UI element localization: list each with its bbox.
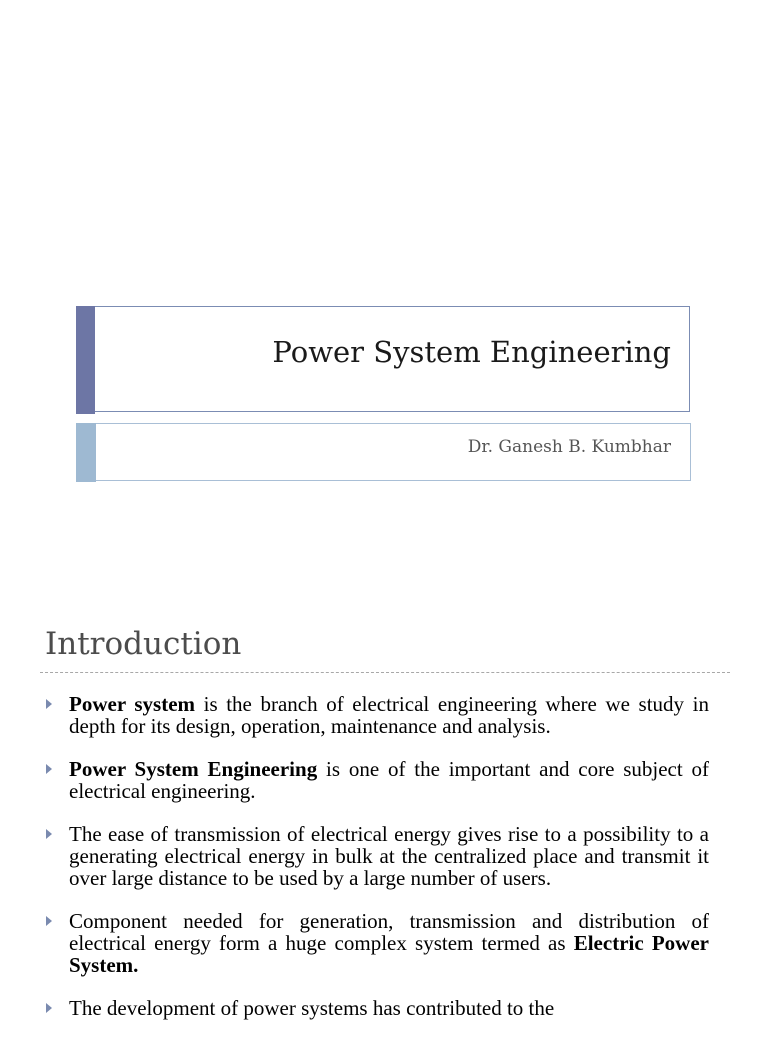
bullet-item xyxy=(44,910,709,976)
title-box xyxy=(76,306,690,412)
triangle-bullet-icon xyxy=(46,1003,52,1013)
triangle-bullet-icon xyxy=(46,829,52,839)
triangle-bullet-icon xyxy=(46,699,52,709)
bullet-bold-term: Electric Power System. xyxy=(69,931,709,977)
triangle-bullet-icon xyxy=(46,764,52,774)
bullet-text: The development of power systems has contributed to the xyxy=(69,996,555,1020)
bullet-bold-term: Power system xyxy=(69,692,196,716)
bullet-bold-term: Power System Engineering xyxy=(69,757,318,781)
bullet-list xyxy=(44,693,709,1040)
title-accent-bar xyxy=(76,306,95,414)
triangle-bullet-icon xyxy=(46,916,52,926)
bullet-item xyxy=(44,693,709,737)
subtitle-accent-bar xyxy=(76,423,96,482)
bullet-text: is one of the important and core subject of electrical engineering. xyxy=(69,757,709,803)
intro-heading: Introduction xyxy=(45,626,242,662)
bullet-text: The ease of transmission of electrical energy gives rise to a possibility to a generating electrical energy in bulk at the centralized place and transmit it over large distance to be used by a large number of users. xyxy=(69,822,709,890)
heading-divider xyxy=(40,672,730,673)
subtitle-box xyxy=(76,423,691,481)
bullet-item xyxy=(44,823,709,889)
author-name: Dr. Ganesh B. Kumbhar xyxy=(467,437,671,457)
bullet-text: is the branch of electrical engineering where we study in depth for its design, operation, maintenance and analysis. xyxy=(69,692,709,738)
slide-title: Power System Engineering xyxy=(272,335,671,369)
bullet-item xyxy=(44,758,709,802)
bullet-text: Component needed for generation, transmission and distribution of electrical energy form a huge complex system termed as xyxy=(69,909,709,955)
bullet-item xyxy=(44,997,709,1019)
